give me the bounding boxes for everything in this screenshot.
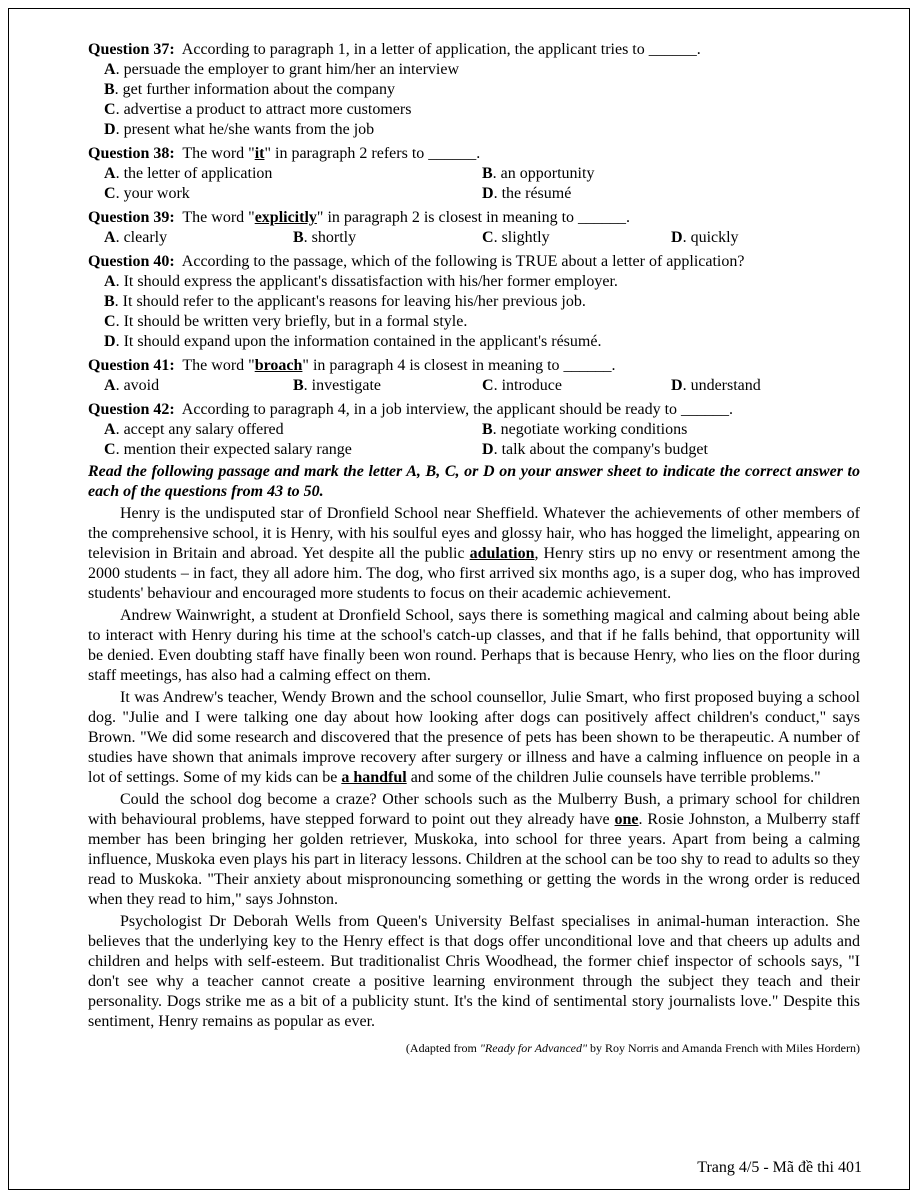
- passage-paragraph-2: Andrew Wainwright, a student at Dronfield School, says there is something magical and calming about being able to interact with Henry during his time at the school's catch-up classes, and that if he falls behind, that opportunity will be denied. Even doubting staff have finally been won round. Perhaps that is because Henry, who lies on the floor during staff meetings, has also had a calming effect on them.: [88, 607, 860, 684]
- question-number: Question 40:: [88, 253, 175, 270]
- question-number: Question 41:: [88, 357, 175, 374]
- option-a[interactable]: A. clearly: [104, 229, 168, 246]
- question-41: Question 41: The word "broach" in paragraph 4 is closest in meaning to ______. A. avoid B. investigate C. introduce D. understand: [88, 356, 860, 396]
- key-word: explicitly: [254, 209, 317, 226]
- option-d[interactable]: D. present what he/she wants from the job: [104, 121, 375, 138]
- option-b[interactable]: B. get further information about the company: [104, 81, 396, 98]
- option-a[interactable]: A. the letter of application: [104, 165, 273, 182]
- option-d[interactable]: D. the résumé: [482, 185, 572, 202]
- option-a[interactable]: A. accept any salary offered: [104, 421, 284, 438]
- question-stem: According to paragraph 1, in a letter of application, the applicant tries to ______.: [181, 41, 701, 58]
- question-stem: According to the passage, which of the following is TRUE about a letter of application?: [181, 253, 745, 270]
- option-a[interactable]: A. avoid: [104, 377, 160, 394]
- option-c[interactable]: C. slightly: [482, 229, 550, 246]
- question-40: [88, 252, 860, 352]
- reading-instruction: Read the following passage and mark the letter A, B, C, or D on your answer sheet to indicate the correct answer to each of the questions from 43 to 50.: [88, 463, 860, 500]
- passage-paragraph-4: Could the school dog become a craze? Other schools such as the Mulberry Bush, a primary school for children with behavioural problems, have stepped forward to point out they already have one. Rosie Johnston, a Mulberry staff member has been bringing her golden retriever, Muskoka, into school for three years. Apart from being a calming influence, Muskoka even plays his part in literacy lessons. Children at the school can be too shy to read to adults so they read to Muskoka. "Their anxiety about mispronouncing something or getting the words in the wrong order is reduced when they read to him," says Johnston.: [88, 791, 860, 908]
- question-number: Question 37:: [88, 41, 175, 58]
- passage-paragraph-5: Psychologist Dr Deborah Wells from Queen's University Belfast specialises in animal-human interaction. She believes that the underlying key to the Henry effect is that dogs offer unconditional love and that cheers up adults and children and helps with self-esteem. But traditionalist Chris Woodhead, the former chief inspector of schools says, "I don't see why a teacher cannot create a positive learning environment through the subject they teach and their personality. Dogs strike me as a bit of a publicity stunt. It's the kind of sentimental story journalists love." Despite this sentiment, Henry remains as popular as ever.: [88, 913, 860, 1030]
- key-word: it: [254, 145, 265, 162]
- option-d[interactable]: D. talk about the company's budget: [482, 441, 708, 458]
- option-d[interactable]: D. quickly: [671, 229, 739, 246]
- option-d[interactable]: D. It should expand upon the information contained in the applicant's résumé.: [104, 333, 602, 350]
- passage-paragraph-3: It was Andrew's teacher, Wendy Brown and the school counsellor, Julie Smart, who first proposed buying a school dog. "Julie and I were talking one day about how looking after dogs can positively affect children's conduct," says Brown. "We did some research and discovered that the presence of pets has been shown to be therapeutic. A number of studies have shown that animals improve recovery after surgery or illness and have a calming influence on people in a lot of settings. Some of my kids can be a handful and some of the children Julie counsels have terrible problems.": [88, 689, 860, 786]
- option-c[interactable]: C. introduce: [482, 377, 562, 394]
- question-stem: According to paragraph 4, in a job interview, the applicant should be ready to ______.: [181, 401, 734, 418]
- option-a[interactable]: A. It should express the applicant's dissatisfaction with his/her former employer.: [104, 273, 618, 290]
- option-b[interactable]: B. investigate: [293, 377, 381, 394]
- source-title: "Ready for Advanced": [479, 1041, 588, 1055]
- key-word: broach: [254, 357, 303, 374]
- option-c[interactable]: C. mention their expected salary range: [104, 441, 352, 458]
- question-number: Question 42:: [88, 401, 175, 418]
- option-c[interactable]: C. It should be written very briefly, but in a formal style.: [104, 313, 468, 330]
- question-number: Question 39:: [88, 209, 175, 226]
- option-c[interactable]: C. your work: [104, 185, 190, 202]
- option-b[interactable]: B. an opportunity: [482, 165, 595, 182]
- question-number: Question 38:: [88, 145, 175, 162]
- source-citation: (Adapted from "Ready for Advanced" by Roy Norris and Amanda French with Miles Hordern): [405, 1041, 860, 1055]
- question-39: Question 39: The word "explicitly" in paragraph 2 is closest in meaning to ______. A. clearly B. shortly C. slightly D. quickly: [88, 208, 860, 248]
- option-b[interactable]: B. negotiate working conditions: [482, 421, 688, 438]
- exam-content: [88, 40, 860, 1056]
- option-b[interactable]: B. shortly: [293, 229, 357, 246]
- question-42: [88, 400, 860, 460]
- option-a[interactable]: A. persuade the employer to grant him/her an interview: [104, 61, 459, 78]
- question-38: Question 38: The word "it" in paragraph 2 refers to ______. A. the letter of application B. an opportunity C. your work D. the résumé: [88, 144, 860, 204]
- key-word: adulation: [469, 545, 535, 562]
- option-c[interactable]: C. advertise a product to attract more customers: [104, 101, 412, 118]
- page-footer: Trang 4/5 - Mã đề thi 401: [697, 1159, 862, 1176]
- option-d[interactable]: D. understand: [671, 377, 761, 394]
- key-word: one: [614, 811, 639, 828]
- key-word: a handful: [341, 769, 407, 786]
- option-b[interactable]: B. It should refer to the applicant's reasons for leaving his/her previous job.: [104, 293, 586, 310]
- passage-paragraph-1: Henry is the undisputed star of Dronfield School near Sheffield. Whatever the achievements of other members of the comprehensive school, it is Henry, with his soulful eyes and glossy hair, who has hogged the limelight, appearing on television in Britain and abroad. Yet despite all the public adulation, Henry stirs up no envy or resentment among the 2000 students – in fact, they all adore him. The dog, who first arrived six months ago, is a super dog, who has improved students' behaviour and encouraged more students to focus on their academic achievement.: [88, 505, 861, 602]
- question-37: [88, 40, 860, 140]
